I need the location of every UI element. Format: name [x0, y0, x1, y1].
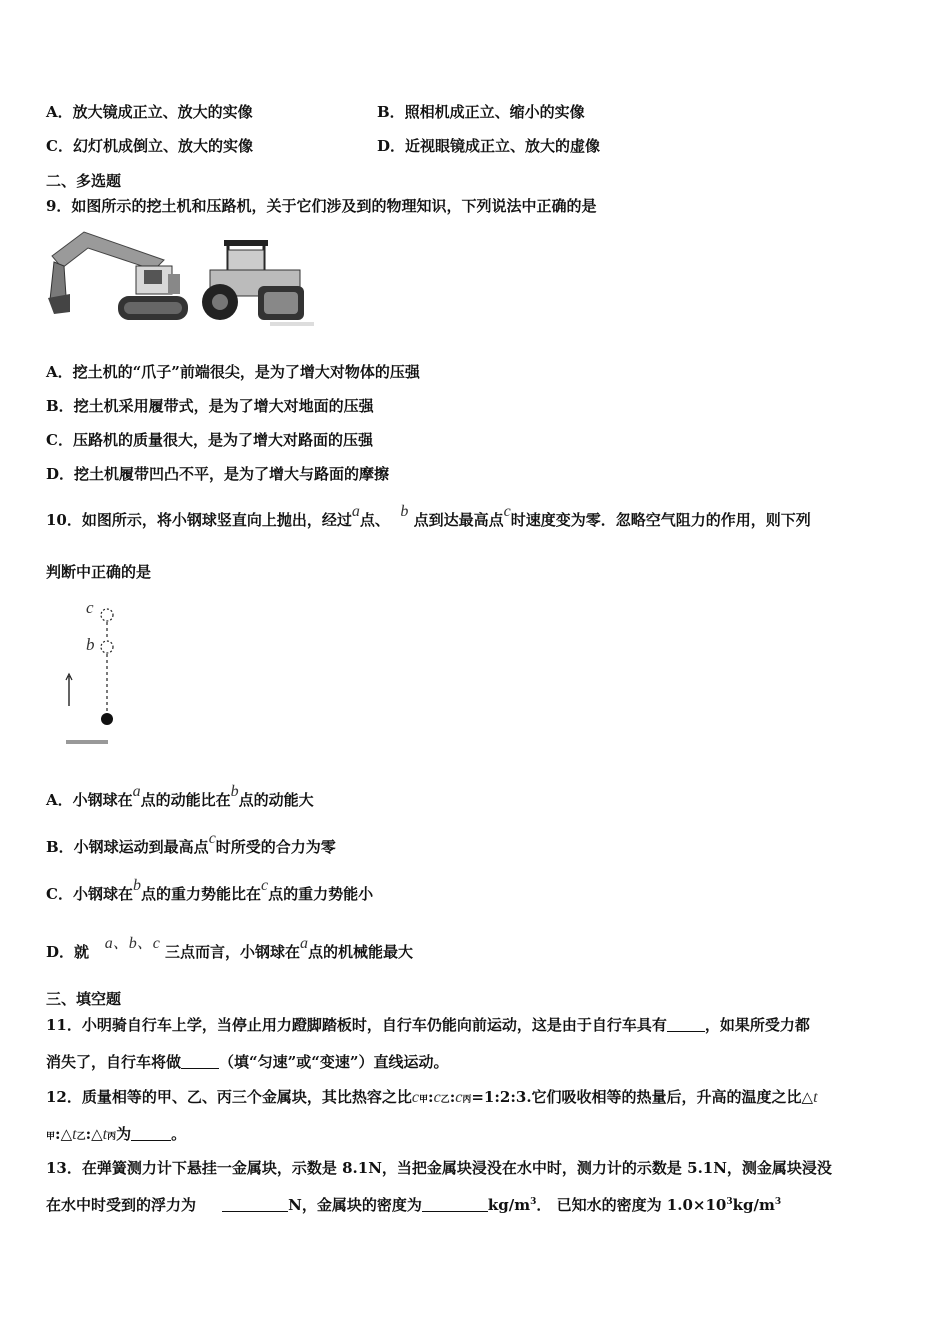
section-title-fill-blank: 三、填空题 [46, 990, 122, 1008]
excavator-image [48, 232, 188, 320]
q11-line1: 11．小明骑自行车上学，当停止用力蹬脚踏板时，自行车仍能向前运动，这是由于自行车具有 ，如果所受力都 [46, 1016, 810, 1034]
road-roller-image [202, 240, 314, 326]
q10-stem-line1: 10．如图所示，将小钢球竖直向上抛出，经过a点、 b 点到达最高点c时速度变为零．忽略空气阻力的作用，则下列 [46, 503, 811, 529]
q9-figure [44, 226, 320, 332]
ball-position-c [101, 609, 113, 621]
q12-blank[interactable] [131, 1126, 171, 1141]
q10-figure [60, 600, 130, 746]
q10-figure-label-c: c [86, 598, 94, 617]
var-b: b [400, 503, 409, 520]
q12-line2: 甲:△t乙:△t丙为 。 [46, 1125, 187, 1143]
q10-stem-line2: 判断中正确的是 [46, 563, 152, 581]
q8-option-b: B．照相机成正立、缩小的实像 [377, 103, 585, 121]
var-a: a [351, 503, 360, 520]
q11-line2: 消失了，自行车将做 （填“匀速”或“变速”）直线运动。 [46, 1053, 449, 1071]
q9-option-d: D．挖土机履带凹凸不平，是为了增大与路面的摩擦 [46, 465, 390, 483]
q9-stem: 9．如图所示的挖土机和压路机，关于它们涉及到的物理知识，下列说法中正确的是 [46, 197, 597, 215]
q13-line1: 13．在弹簧测力计下悬挂一金属块，示数是 8.1N，当把金属块浸没在水中时，测力计的示数是 5.1N，测金属块浸没 [46, 1159, 832, 1177]
q11-blank-1[interactable] [667, 1017, 705, 1032]
q10-option-a: A．小钢球在a点的动能比在b点的动能大 [46, 783, 314, 809]
q11-blank-2[interactable] [181, 1054, 219, 1069]
q13-blank-2[interactable] [422, 1197, 488, 1212]
q9-option-c: C．压路机的质量很大，是为了增大对路面的压强 [46, 431, 373, 449]
q13-blank-1[interactable] [222, 1197, 288, 1212]
ball-position-b [101, 641, 113, 653]
ball-position-a [101, 713, 113, 725]
q12-line1: 12．质量相等的甲、乙、丙三个金属块，其比热容之比c甲:c乙:c丙=1:2:3.它们吸收相等的热量后，升高的温度之比△t [46, 1088, 818, 1106]
q8-option-d: D．近视眼镜成正立、放大的虚像 [377, 137, 601, 155]
q8-option-c: C．幻灯机成倒立、放大的实像 [46, 137, 253, 155]
q10-option-c: C．小钢球在b点的重力势能比在c点的重力势能小 [46, 877, 374, 903]
q10-figure-label-b: b [86, 635, 95, 654]
q13-line2: 在水中时受到的浮力为 N，金属块的密度为 $kg/m^3$． 已知水的密度为 $1.0\times 10^3kg/m^3$ [46, 1196, 782, 1214]
q10-option-d: D．就 a、b、c 三点而言，小钢球在a点的机械能最大 [46, 935, 414, 961]
q10-option-b: B．小钢球运动到最高点c时所受的合力为零 [46, 830, 336, 856]
q8-option-a: A．放大镜成正立、放大的实像 [46, 103, 253, 121]
var-c: c [503, 503, 511, 520]
q9-option-a: A．挖土机的“爪子”前端很尖，是为了增大对物体的压强 [46, 363, 420, 381]
q9-option-b: B．挖土机采用履带式，是为了增大对地面的压强 [46, 397, 374, 415]
section-title-multiple-choice: 二、多选题 [46, 172, 122, 190]
